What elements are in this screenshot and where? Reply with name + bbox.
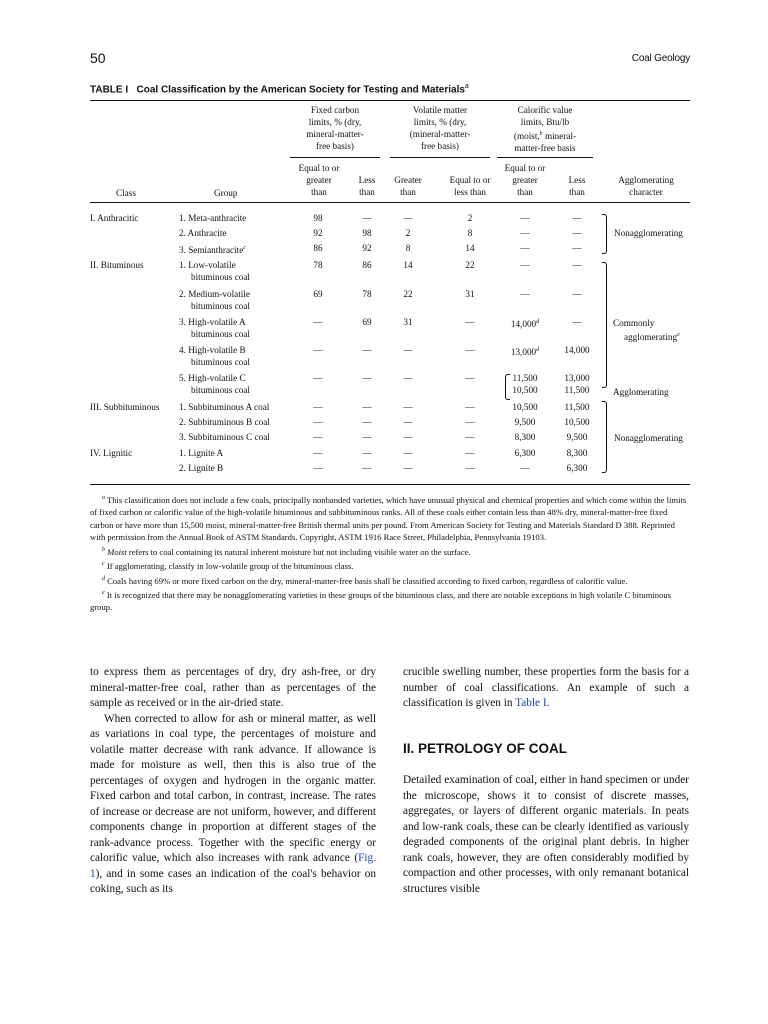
- fixed-carbon-header: Fixed carbon limits, % (dry, mineral-matter- free basis): [306, 105, 364, 151]
- table-cell: 69: [313, 289, 323, 299]
- table-cell: 13,000: [564, 373, 590, 383]
- group-label: 3. Subbituminous C coal: [179, 432, 270, 442]
- left-paragraph-1: to express them as percentages of dry, dry ash-free, or dry mineral-matter-free coal, rather than as percentages of the sample as received or in the air-dried state.: [90, 666, 376, 709]
- table-cell: —: [362, 417, 372, 427]
- table-cell: —: [313, 417, 323, 427]
- col-fc-ge: Equal to or greater than: [298, 163, 340, 197]
- table-cell: 22: [403, 289, 413, 299]
- calorific-value-header: Calorific value limits, Btu/lb (moist,$^b$ mineral- matter-free basis: [513, 105, 577, 154]
- body-right-column-top: [403, 665, 689, 712]
- table-cell: —: [572, 228, 582, 238]
- table-cell: 6,300: [566, 463, 588, 473]
- table-cell: —: [572, 260, 582, 270]
- table-bottom-rule: [90, 484, 690, 485]
- table-cell: 8,300: [566, 448, 588, 458]
- table-cell: —: [572, 213, 582, 223]
- table-cell: —: [362, 402, 372, 412]
- page-number: 50: [90, 50, 106, 66]
- group-label: 2. Lignite B: [179, 463, 224, 473]
- table-cell: —: [465, 317, 475, 327]
- table-cell: —: [313, 432, 323, 442]
- agg-commonly: Commonly: [613, 318, 655, 328]
- table-cell: —: [313, 345, 323, 355]
- table-cell: —: [403, 417, 413, 427]
- table-cell: —: [520, 243, 530, 253]
- table-cell: —: [465, 402, 475, 412]
- table-cell: 6,300: [514, 448, 536, 458]
- table-cell: —: [572, 243, 582, 253]
- table-cell: —: [362, 213, 372, 223]
- table-cell: 14,000: [564, 345, 590, 355]
- table-cell: —: [403, 432, 413, 442]
- group-label: 2. Subbituminous B coal: [179, 417, 270, 427]
- group-label: 1. Subbituminous A coal: [179, 402, 270, 412]
- col-class: Class: [116, 188, 136, 198]
- cv-range-brace: [505, 374, 510, 400]
- table-cell: 14: [465, 243, 475, 253]
- group-label: 1. Low-volatile bituminous coal: [179, 260, 250, 282]
- table-cell: 10,500: [512, 402, 538, 412]
- table-cell: 31: [465, 289, 475, 299]
- col-cv-ge: Equal to or greater than: [504, 163, 546, 197]
- table-cell: 86: [362, 260, 372, 270]
- table-cell: —: [465, 432, 475, 442]
- table-label: TABLE I: [90, 84, 129, 96]
- table-cell: —: [403, 448, 413, 458]
- caption-note: a: [464, 83, 469, 90]
- section-heading: II. PETROLOGY OF COAL: [403, 741, 568, 756]
- fc-underline: [290, 157, 380, 158]
- footnote-e: $^e$ It is recognized that there may be nonagglomerating varieties in these groups of the bituminous class, and there are notable exceptions in high volatile C bituminous group.: [90, 589, 672, 613]
- table-title: Coal Classification by the American Society for Testing and Materials: [136, 84, 465, 96]
- table-cell: —: [465, 373, 475, 383]
- table-cell: 10,500: [512, 385, 538, 395]
- vm-underline: [390, 157, 490, 158]
- col-agglomerating: Agglomerating character: [618, 175, 674, 197]
- group-label: 3. High-volatile A bituminous coal: [179, 317, 250, 339]
- table-cell: 31: [403, 317, 413, 327]
- right-paragraph-2: Detailed examination of coal, either in hand specimen or under the microscope, shows it to consist of discrete masses, aggregates, or layers of different organic materials. In peats and low-rank coals, these can be clearly identified as variously degraded components of the original plant debris. In higher rank coals, however, they are often considerably modified by compaction and other processes, with only remanant botanical structures visible: [403, 774, 689, 895]
- table-1-link[interactable]: Table I: [515, 697, 547, 709]
- table-cell: 92: [313, 228, 323, 238]
- running-header: Coal Geology: [631, 53, 690, 64]
- table-cell: —: [465, 417, 475, 427]
- table-cell: 8,300: [514, 432, 536, 442]
- table-cell: 2: [467, 213, 473, 223]
- table-cell: 11,500: [564, 402, 590, 412]
- table-cell: —: [465, 345, 475, 355]
- class-subbituminous: III. Subbituminous: [90, 402, 160, 412]
- table-caption: [90, 83, 469, 95]
- table-cell: 92: [362, 243, 372, 253]
- nonagg-brace-2: [602, 401, 607, 473]
- table-cell: —: [362, 448, 372, 458]
- body-right-column-bottom: [403, 773, 689, 897]
- agg-commonly-2: agglomerating$^e$: [624, 332, 680, 343]
- body-left-column: [90, 665, 376, 898]
- table-cell: —: [572, 289, 582, 299]
- table-cell: 11,500: [512, 373, 538, 383]
- group-label: 1. Lignite A: [179, 448, 224, 458]
- footnote-d: $^d$ Coals having 69% or more fixed carbon on the dry, mineral-matter-free basis shall be classified according to fixed carbon, regardless of calorific value.: [102, 575, 628, 586]
- table-cell: —: [403, 463, 413, 473]
- table-cell: —: [313, 463, 323, 473]
- col-fc-lt: Less than: [358, 175, 376, 197]
- table-cell: —: [403, 345, 413, 355]
- table-cell: —: [520, 228, 530, 238]
- agg-nonagglomerating-2: Nonagglomerating: [614, 433, 683, 443]
- table-cell: 8: [405, 243, 411, 253]
- cv-underline: [497, 157, 593, 158]
- table-cell: 14: [403, 260, 413, 270]
- table-cell: —: [362, 432, 372, 442]
- table-cell: —: [520, 463, 530, 473]
- table-cell: —: [403, 373, 413, 383]
- table-cell: 69: [362, 317, 372, 327]
- table-footnotes: [90, 492, 690, 614]
- table-cell: —: [520, 289, 530, 299]
- group-label: 2. Medium-volatile bituminous coal: [179, 289, 250, 311]
- table-cell: 13,000$^d$: [510, 347, 540, 358]
- class-lignitic: IV. Lignitic: [90, 448, 133, 458]
- class-bituminous: II. Bituminous: [90, 260, 144, 270]
- footnote-b: $^b$ Moist refers to coal containing its natural inherent moisture but not including visible water on the surface.: [102, 546, 471, 557]
- col-vm-le: Equal to or less than: [449, 175, 491, 197]
- table-cell: —: [403, 213, 413, 223]
- table-cell: —: [313, 448, 323, 458]
- table-cell: —: [465, 463, 475, 473]
- table-cell: 2: [405, 228, 411, 238]
- table-cell: —: [362, 373, 372, 383]
- table-cell: —: [313, 317, 323, 327]
- table-cell: 22: [465, 260, 475, 270]
- group-label: 4. High-volatile B bituminous coal: [179, 345, 250, 367]
- group-label: 5. High-volatile C bituminous coal: [179, 373, 250, 395]
- left-paragraph-2: When corrected to allow for ash or mineral matter, as well as variations in coal type, the percentages of moisture and volatile matter decrease with rank advance. If allowance is made for moisture as well, then this is also true of the percentages of oxygen and hydrogen in the organic matter. Fixed carbon and total carbon, in contrast, increase. The rates of increase or decrease are not uniform, however, and different components change in proportion at different stages of the rank-advance process. Together with the specific energy or calorific value, which also increases with rank advance (Fig. 1), and in some cases an indication of the coal's behavior on coking, such as its: [90, 712, 376, 895]
- col-vm-gt: Greater than: [394, 175, 422, 197]
- table-cell: —: [362, 463, 372, 473]
- table-cell: —: [520, 260, 530, 270]
- table-cell: 78: [362, 289, 372, 299]
- table-cell: —: [362, 345, 372, 355]
- footnote-c: $^c$ If agglomerating, classify in low-volatile group of the bituminous class.: [102, 561, 354, 572]
- table-cell: 78: [313, 260, 323, 270]
- table-cell: 86: [313, 243, 323, 253]
- table-cell: 10,500: [564, 417, 590, 427]
- table-cell: —: [572, 317, 582, 327]
- group-label: 1. Meta-anthracite: [179, 213, 247, 223]
- group-label: 3. Semianthracite$^c$: [179, 245, 246, 256]
- table-cell: —: [465, 448, 475, 458]
- table-cell: 11,500: [564, 385, 590, 395]
- table-cell: 9,500: [514, 417, 536, 427]
- table-cell: 8: [467, 228, 473, 238]
- col-cv-lt: Less than: [568, 175, 586, 197]
- table-top-rule: [90, 100, 690, 101]
- group-label: 2. Anthracite: [179, 228, 227, 238]
- class-anthracitic: I. Anthracitic: [90, 213, 139, 223]
- fig-1-link[interactable]: Fig. 1: [90, 852, 376, 880]
- table-cell: —: [313, 402, 323, 412]
- table-header-rule: [90, 202, 690, 203]
- table-cell: 14,000$^d$: [510, 319, 540, 330]
- right-paragraph-1: crucible swelling number, these properties form the basis for a number of coal classifications. An example of such a classification is given in Table I.: [403, 666, 689, 709]
- table-cell: —: [403, 402, 413, 412]
- table-cell: 98: [362, 228, 372, 238]
- common-brace: [602, 262, 607, 388]
- table-cell: 9,500: [566, 432, 588, 442]
- agg-agglomerating: Agglomerating: [613, 387, 669, 397]
- nonagg-brace-1: [602, 214, 607, 254]
- table-cell: —: [313, 373, 323, 383]
- table-cell: 98: [313, 213, 323, 223]
- col-group: Group: [214, 188, 238, 198]
- table-cell: —: [520, 213, 530, 223]
- volatile-matter-header: Volatile matter limits, % (dry, (mineral-matter- free basis): [409, 105, 471, 151]
- footnote-a: $^a$ This classification does not include a few coals, principally nonbanded varieties, which have unusual physical and chemical properties and which come within the limits of fixed carbon or calorific value of the high-volatile bituminous and subbituminous ranks. All of these coals either contain less than 48% dry, mineral-matter-free fixed carbon or have more than 15,500 moist, mineral-matter-free British thermal units per pound. From American Society for Testing and Materials Standard D 388. Reprinted with permission from the Annual Book of ASTM Standards. Copyright, ASTM 1916 Race Street, Philadelphia, Pennsylvania 19103.: [90, 494, 687, 543]
- agg-nonagglomerating-1: Nonagglomerating: [614, 228, 683, 238]
